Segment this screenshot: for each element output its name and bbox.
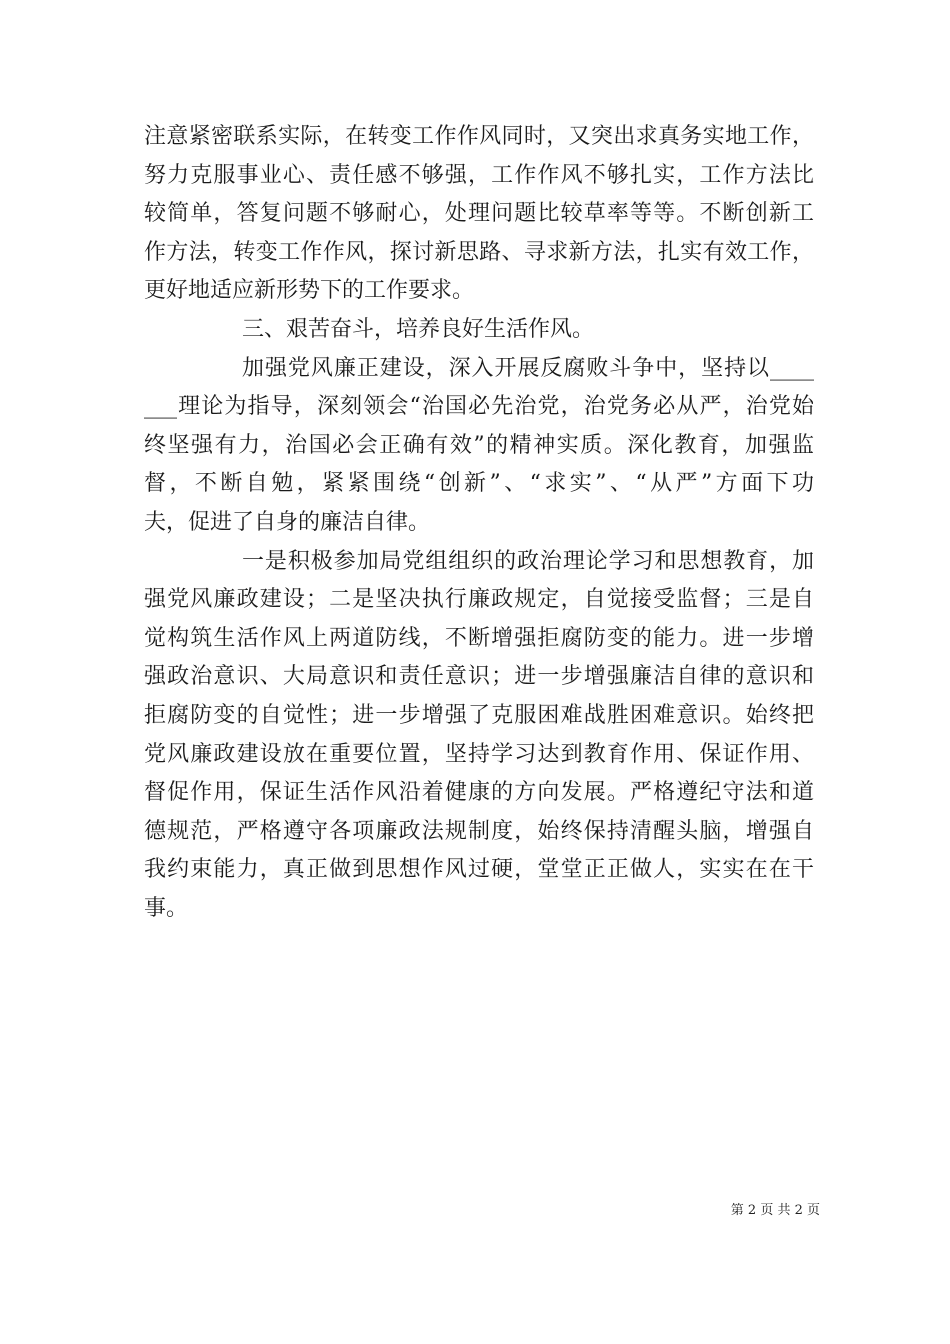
text-line: 较简单，答复问题不够耐心，处理问题比较草率等等。不断创新工 [144,201,814,227]
text-line: 强党风廉政建设；二是坚决执行廉政规定，自觉接受监督；三是自 [144,587,814,613]
document-body [144,118,814,928]
paragraph-measures [144,543,814,929]
text-line: 强政治意识、大局意识和责任意识；进一步增强廉洁自律的意识和 [144,664,814,690]
text-line: 更好地适应新形势下的工作要求。 [144,278,475,304]
text-line: 党风廉政建设放在重要位置，坚持学习达到教育作用、保证作用、 [144,741,814,767]
text-line: 作方法，转变工作作风，探讨新思路、寻求新方法，扎实有效工作， [144,239,814,265]
text-line: 拒腐防变的自觉性；进一步增强了克服困难战胜困难意识。始终把 [144,702,814,728]
text-line: 事。 [144,895,189,921]
text-line: 努力克服事业心、责任感不够强，工作作风不够扎实，工作方法比 [144,162,814,188]
text-line: 注意紧密联系实际，在转变工作作风同时，又突出求真务实地工作， [144,124,814,149]
section-heading [144,311,814,350]
paragraph-work-style [144,118,814,311]
text-line: 我约束能力，真正做到思想作风过硬，堂堂正正做人，实实在在干 [144,857,814,883]
text-line: 觉构筑生活作风上两道防线，不断增强拒腐防变的能力。进一步增 [144,625,814,651]
text-line: 终坚强有力，治国必会正确有效”的精神实质。深化教育，加强监 [144,432,814,458]
paragraph-party-building [144,350,814,543]
text-line: 加强党风廉正建设，深入开展反腐败斗争中，坚持以____ [242,355,814,381]
text-line: 德规范，严格遵守各项廉政法规制度，始终保持清醒头脑，增强自 [144,818,814,844]
page-number: 第 2 页 共 2 页 [730,1203,820,1218]
text-line: 督，不断自勉，紧紧围绕“创新”、“求实”、“从严”方面下功 [144,471,814,497]
section-heading-text: 三、艰苦奋斗，培养良好生活作风。 [242,316,595,342]
text-line: ___理论为指导，深刻领会“治国必先治党，治党务必从严，治党始 [144,394,814,420]
text-line: 督促作用，保证生活作风沿着健康的方向发展。严格遵纪守法和道 [144,780,814,806]
text-line: 夫，促进了自身的廉洁自律。 [144,509,431,535]
text-line: 一是积极参加局党组组织的政治理论学习和思想教育，加 [242,548,814,574]
